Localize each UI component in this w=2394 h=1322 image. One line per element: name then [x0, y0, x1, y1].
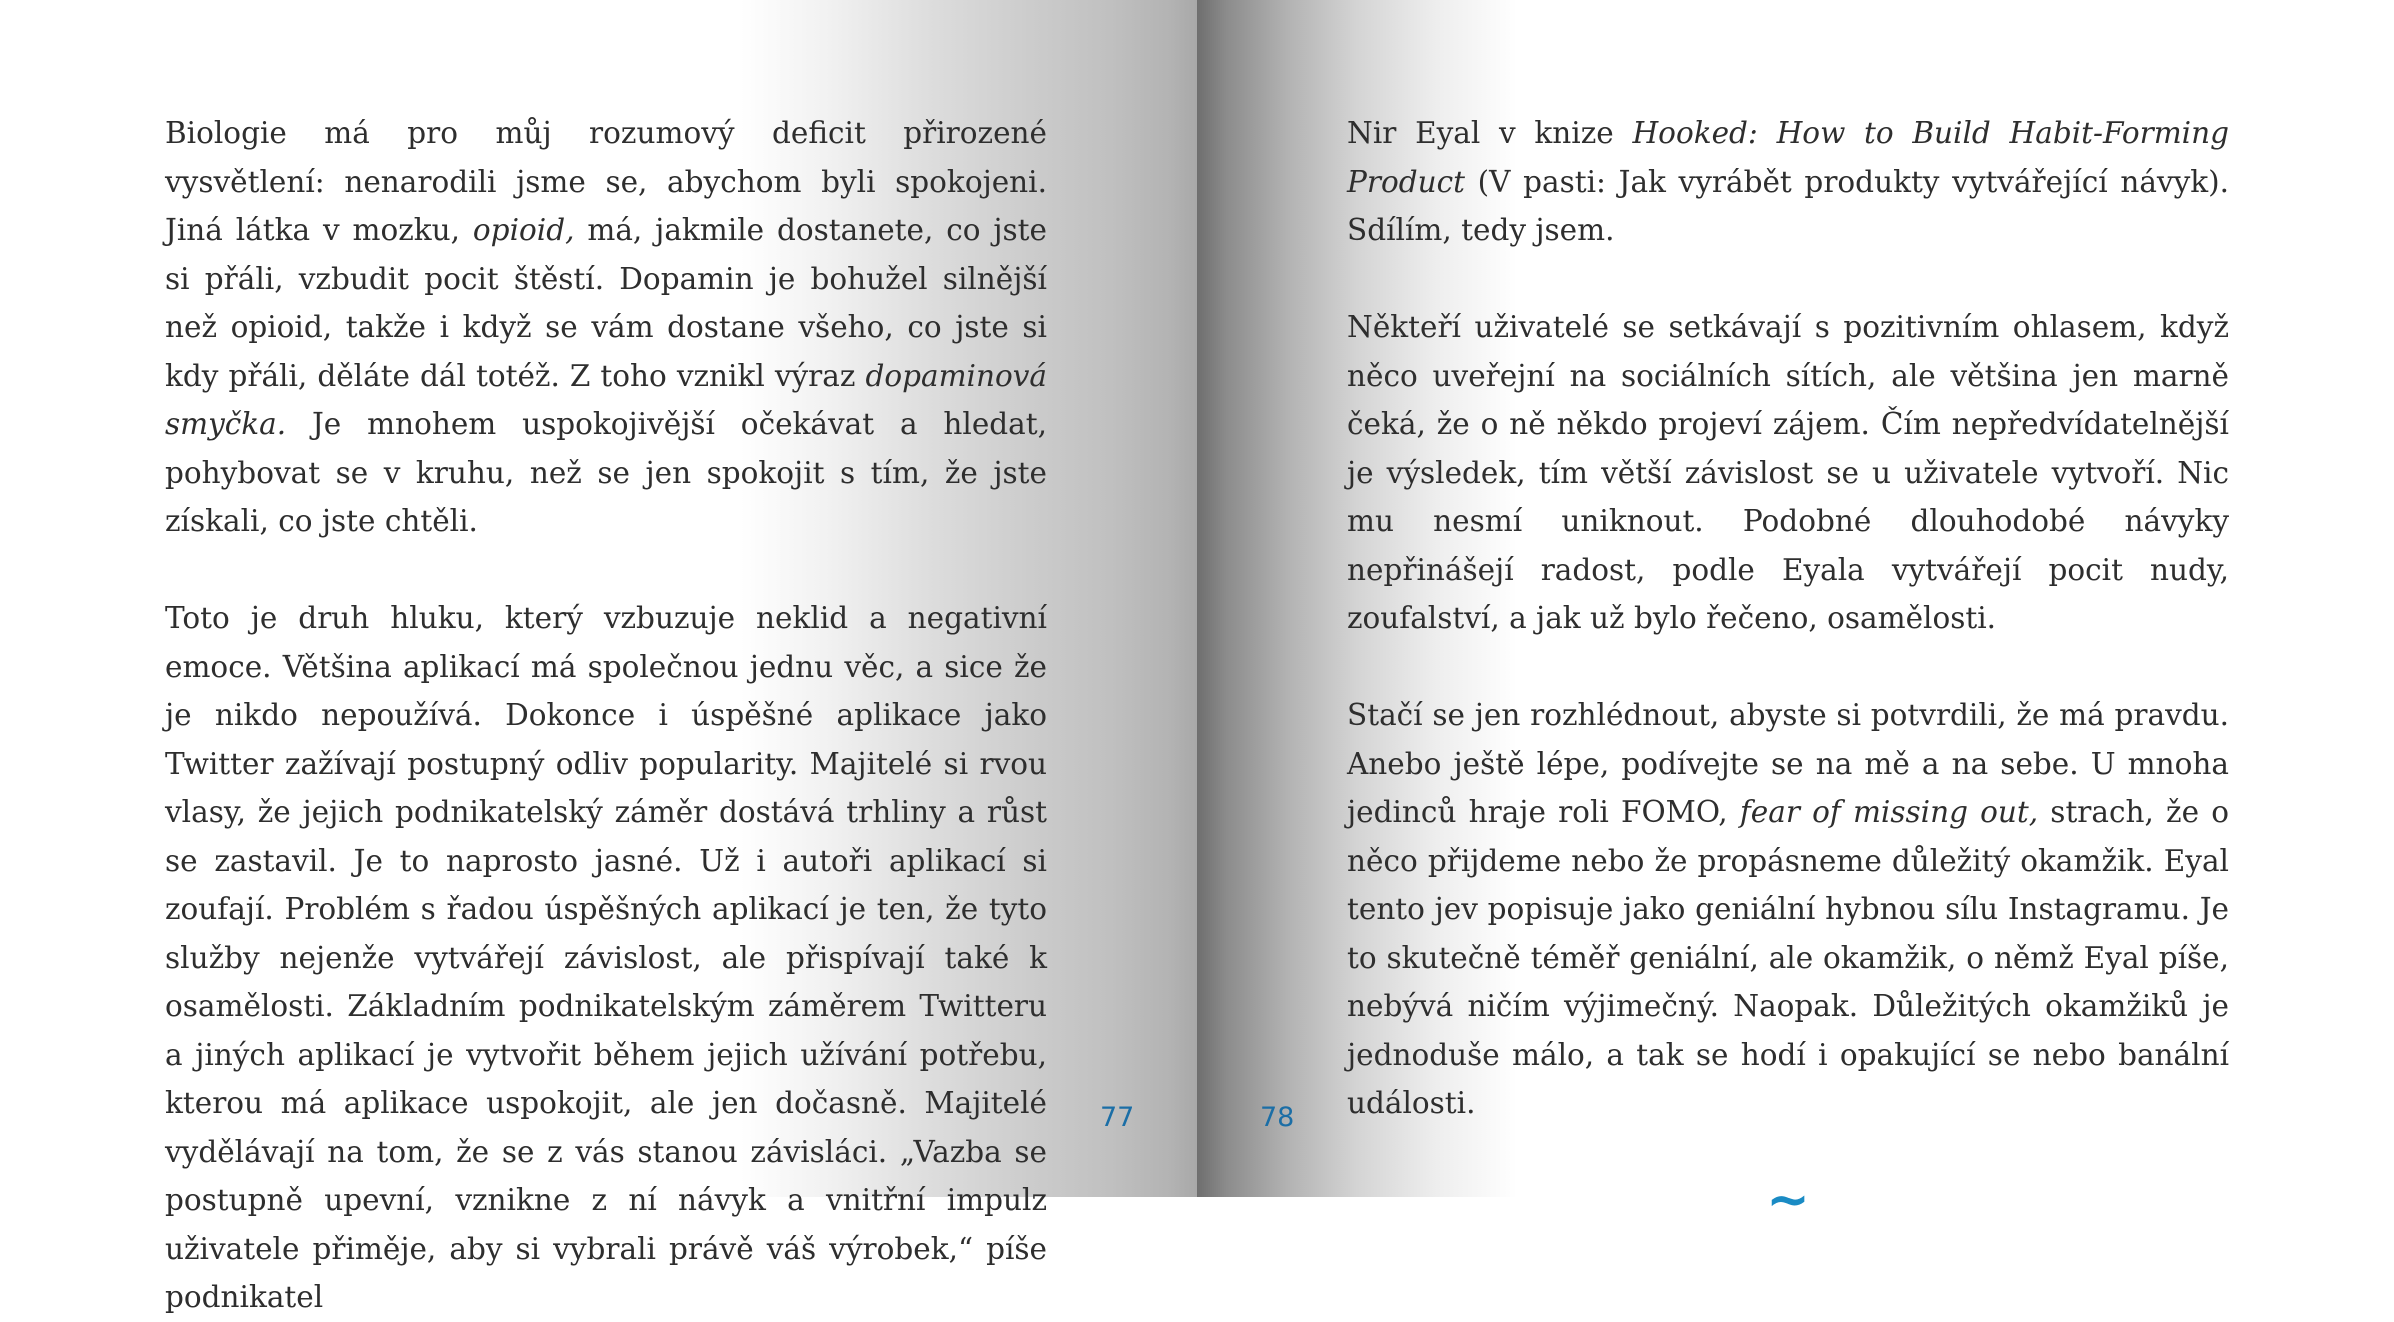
paragraph: Nir Eyal v knize Hooked: How to Build Habit-Forming Product (V pasti: Jak vyrábět produkty vytvářející návyk). Sdílím, tedy jsem. [1347, 116, 2229, 247]
italic-term: dopaminová smyčka. [165, 358, 1047, 441]
left-page-text [165, 109, 1047, 1322]
paragraph: Toto je druh hluku, který vzbuzuje neklid a negativní emoce. Většina aplikací má společnou jednu věc, a sice že je nikdo nepoužívá. Dokonce i úspěšné aplikace jako Twitter zažívají postupný odliv popularity. Majitelé si rvou vlasy, že jejich podnikatelský záměr dostává trhliny a růst se zastavil. Je to naprosto jasné. Už i autoři aplikací si zoufají. Problém s řadou úspěšných aplikací je ten, že tyto služby nejenže vytvářejí závislost, ale přispívají také k osamělosti. Základním podnikatelským záměrem Twitteru a jiných aplikací je vytvořit během jejich užívání potřebu, kterou má aplikace uspokojit, ale jen dočasně. Majitelé vydělávají na tom, že se z vás stanou závisláci. „Vazba se postupně upevní, vznikne z ní návyk a vnitřní impulz uživatele přiměje, aby si vybrali právě váš výrobek,“ píše podnikatel [165, 601, 1047, 1314]
page-number: 77 [1100, 1102, 1135, 1133]
italic-term: Hooked: How to Build Habit-Forming Product [1347, 116, 2229, 199]
left-page [0, 0, 1197, 1314]
italic-term: fear of missing out, [1739, 795, 2039, 829]
right-page [1197, 0, 2394, 1230]
section-end-tilde-ornament: ~ [1766, 1170, 1810, 1230]
paragraph: Biologie má pro můj rozumový deficit přirozené vysvětlení: nenarodili jsme se, abychom byli spokojeni. Jiná látka v mozku, opioid, má, jakmile dostanete, co jste si přáli, vzbudit pocit štěstí. Dopamin je bohužel silnější než opioid, takže i když se vám dostane všeho, co jste si kdy přáli, děláte dál totéž. Z toho vznikl výraz dopaminová smyčka. Je mnohem uspokojivější očekávat a hledat, pohybovat se v kruhu, než se jen spokojit s tím, že jste získali, co jste chtěli. [165, 116, 1047, 538]
page-number: 78 [1260, 1102, 1295, 1133]
right-page-text [1347, 109, 2229, 1230]
paragraph: Někteří uživatelé se setkávají s pozitivním ohlasem, když něco uveřejní na sociálních sítích, ale většina jen marně čeká, že o ně někdo projeví zájem. Čím nepředvídatelnější je výsledek, tím větší závislost se u uživatele vytvoří. Nic mu nesmí uniknout. Podobné dlouhodobé návyky nepřinášejí radost, podle Eyala vytvářejí pocit nudy, zoufalství, a jak už bylo řečeno, osamělosti. [1347, 310, 2229, 635]
italic-term: opioid, [472, 213, 575, 247]
paragraph: Stačí se jen rozhlédnout, abyste si potvrdili, že má pravdu. Anebo ještě lépe, podívejte se na mě a na sebe. U mnoha jedinců hraje roli FOMO, fear of missing out, strach, že o něco přijdeme nebo že propásneme důležitý okamžik. Eyal tento jev popisuje jako geniální hybnou sílu Instagramu. Je to skutečně téměř geniální, ale okamžik, o němž Eyal píše, nebývá ničím výjimečný. Naopak. Důležitých okamžiků je jednoduše málo, a tak se hodí i opakující se nebo banální události. [1347, 698, 2229, 1120]
